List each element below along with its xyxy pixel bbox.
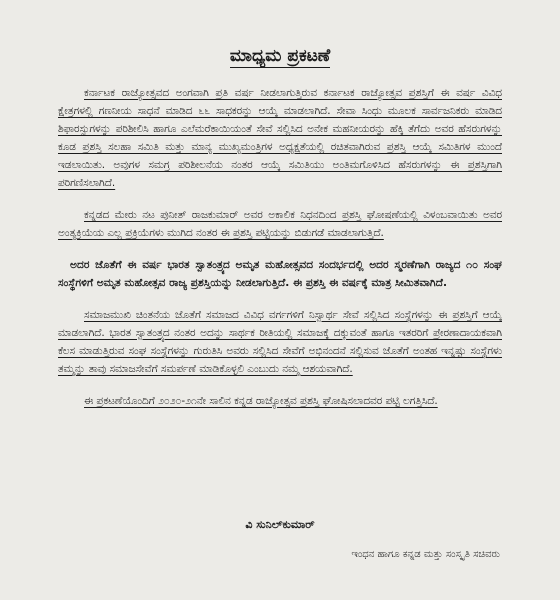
signatory-name: ವಿ ಸುನಿಲ್‌ಕುಮಾರ್: [245, 518, 315, 531]
paragraph-amrut-mahotsav-award: ಅದರ ಜೊತೆಗೆ ಈ ವರ್ಷ ಭಾರತ ಸ್ವಾತಂತ್ರ್ಯದ ಅಮೃತ ಮಹೋತ್ಸವದ ಸಂದರ್ಭದಲ್ಲಿ ಅದರ ಸ್ಮರಣೆಗಾಗಿ ರಾಜ್ಯದ ೧೦ ಸಂಘ ಸಂಸ್ಥೆಗಳಿಗೆ ಅಮೃತ ಮಹೋತ್ಸವ ರಾಜ್ಯ ಪ್ರಶಸ್ತಿಯನ್ನು ನೀಡಲಾಗುತ್ತಿದೆ. ಈ ಪ್ರಶಸ್ತಿ ಈ ವರ್ಷಕ್ಕೆ ಮಾತ್ರ ಸೀಮಿತವಾಗಿದೆ.: [58, 259, 502, 289]
paragraph-announcement-delay: ಕನ್ನಡದ ಮೇರು ನಟ ಪುನೀತ್ ರಾಜಕುಮಾರ್ ಅವರ ಅಕಾಲಿಕ ನಿಧನದಿಂದ ಪ್ರಶಸ್ತಿ ಘೋಷಣೆಯಲ್ಲಿ ವಿಳಂಬವಾಯಿತು ಅವರ ಅಂತ್ಯಕ್ರಿಯೆಯ ಎಲ್ಲ ಪ್ರಕ್ರಿಯೆಗಳು ಮುಗಿದ ನಂತರ ಈ ಪ್ರಶಸ್ತಿ ಪಟ್ಟಿಯನ್ನು ಬಿಡುಗಡೆ ಮಾಡಲಾಗುತ್ತಿದೆ.: [58, 209, 502, 239]
signatory-designation: ಇಂಧನ ಹಾಗೂ ಕನ್ನಡ ಮತ್ತು ಸಂಸ್ಕೃತಿ ಸಚಿವರು: [351, 549, 500, 560]
document-title: [58, 46, 502, 66]
paragraph-organisations-selection: ಸಮಾಜಮುಖಿ ಚಿಂತನೆಯ ಜೊತೆಗೆ ಸಮಾಜದ ವಿವಿಧ ವರ್ಗಗಳಿಗೆ ನಿಸ್ವಾರ್ಥ ಸೇವೆ ಸಲ್ಲಿಸಿದ ಸಂಸ್ಥೆಗಳನ್ನು ಈ ಪ್ರಶಸ್ತಿಗೆ ಆಯ್ಕೆ ಮಾಡಲಾಗಿದೆ. ಭಾರತ ಸ್ವಾತಂತ್ರ್ಯದ ನಂತರ ಅದನ್ನು ಸಾರ್ಥಕ ರೀತಿಯಲ್ಲಿ ಸಮಾಜಕ್ಕೆ ದಕ್ಕುವಂತೆ ಹಾಗೂ ಇತರರಿಗೆ ಪ್ರೇರಣಾದಾಯಕವಾಗಿ ಕೆಲಸ ಮಾಡುತ್ತಿರುವ ಸಂಘ ಸಂಸ್ಥೆಗಳನ್ನು ಗುರುತಿಸಿ ಅವರು ಸಲ್ಲಿಸಿದ ಸೇವೆಗೆ ಅಭಿನಂದನೆ ಸಲ್ಲಿಸುವ ಜೊತೆಗೆ ಅಂತಹ ಇನ್ನಷ್ಟು ಸಂಸ್ಥೆಗಳು ತಮ್ಮನ್ನು ತಾವು ಸಮಾಜಸೇವೆಗೆ ಸಮರ್ಪಣೆ ಮಾಡಿಕೊಳ್ಳಲಿ ಎಂಬುದು ನಮ್ಮ ಆಶಯವಾಗಿದೆ.: [58, 309, 502, 375]
document-title-text: ಮಾಧ್ಯಮ ಪ್ರಕಟಣೆ: [229, 46, 331, 66]
paragraph-award-selection: ಕರ್ನಾಟಕ ರಾಜ್ಯೋತ್ಸವದ ಅಂಗವಾಗಿ ಪ್ರತಿ ವರ್ಷ ನೀಡಲಾಗುತ್ತಿರುವ ಕರ್ನಾಟಕ ರಾಜ್ಯೋತ್ಸವ ಪ್ರಶಸ್ತಿಗೆ ಈ ವರ್ಷ ವಿವಿಧ ಕ್ಷೇತ್ರಗಳಲ್ಲಿ ಗಣನೀಯ ಸಾಧನೆ ಮಾಡಿದ ೬೬ ಸಾಧಕರನ್ನು ಆಯ್ಕೆ ಮಾಡಲಾಗಿದೆ. ಸೇವಾ ಸಿಂಧು ಮೂಲಕ ಸಾರ್ವಜನಿಕರು ಮಾಡಿದ ಶಿಫಾರಸ್ಸುಗಳನ್ನು ಪರಿಶೀಲಿಸಿ ಹಾಗೂ ಎಲೆಮರೆಕಾಯಿಯಂತೆ ಸೇವೆ ಸಲ್ಲಿಸಿದ ಅನೇಕ ಮಹನೀಯರನ್ನು ಹೆಕ್ಕಿ ತೆಗೆದು ಅವರ ಹೆಸರುಗಳನ್ನು ಕೂಡ ಪ್ರಶಸ್ತಿ ಸಲಹಾ ಸಮಿತಿ ಮತ್ತು ಮಾನ್ಯ ಮುಖ್ಯಮಂತ್ರಿಗಳ ಅಧ್ಯಕ್ಷತೆಯಲ್ಲಿ ರಚಿತವಾಗಿರುವ ಪ್ರಶಸ್ತಿ ಆಯ್ಕೆ ಸಮಿತಿಗಳ ಮುಂದೆ ಇಡಲಾಯಿತು. ಅವುಗಳ ಸಮಗ್ರ ಪರಿಶೀಲನೆಯ ನಂತರ ಆಯ್ಕೆ ಸಮಿತಿಯು ಅಂತಿಮಗೊಳಿಸಿದ ಹೆಸರುಗಳನ್ನು ಈ ಪ್ರಶಸ್ತಿಗಾಗಿ ಪರಿಗಣಿಸಲಾಗಿದೆ.: [58, 87, 502, 189]
paragraph-list-attached: ಈ ಪ್ರಕಟಣೆಯೊಂದಿಗೆ ೨೦೨೦-೨೧ನೇ ಸಾಲಿನ ಕನ್ನಡ ರಾಜ್ಯೋತ್ಸವ ಪ್ರಶಸ್ತಿ ಘೋಷಿಸಲಾದವರ ಪಟ್ಟಿ ಲಗತ್ತಿಸಿದೆ.: [84, 395, 438, 407]
signature-block: [0, 516, 560, 564]
